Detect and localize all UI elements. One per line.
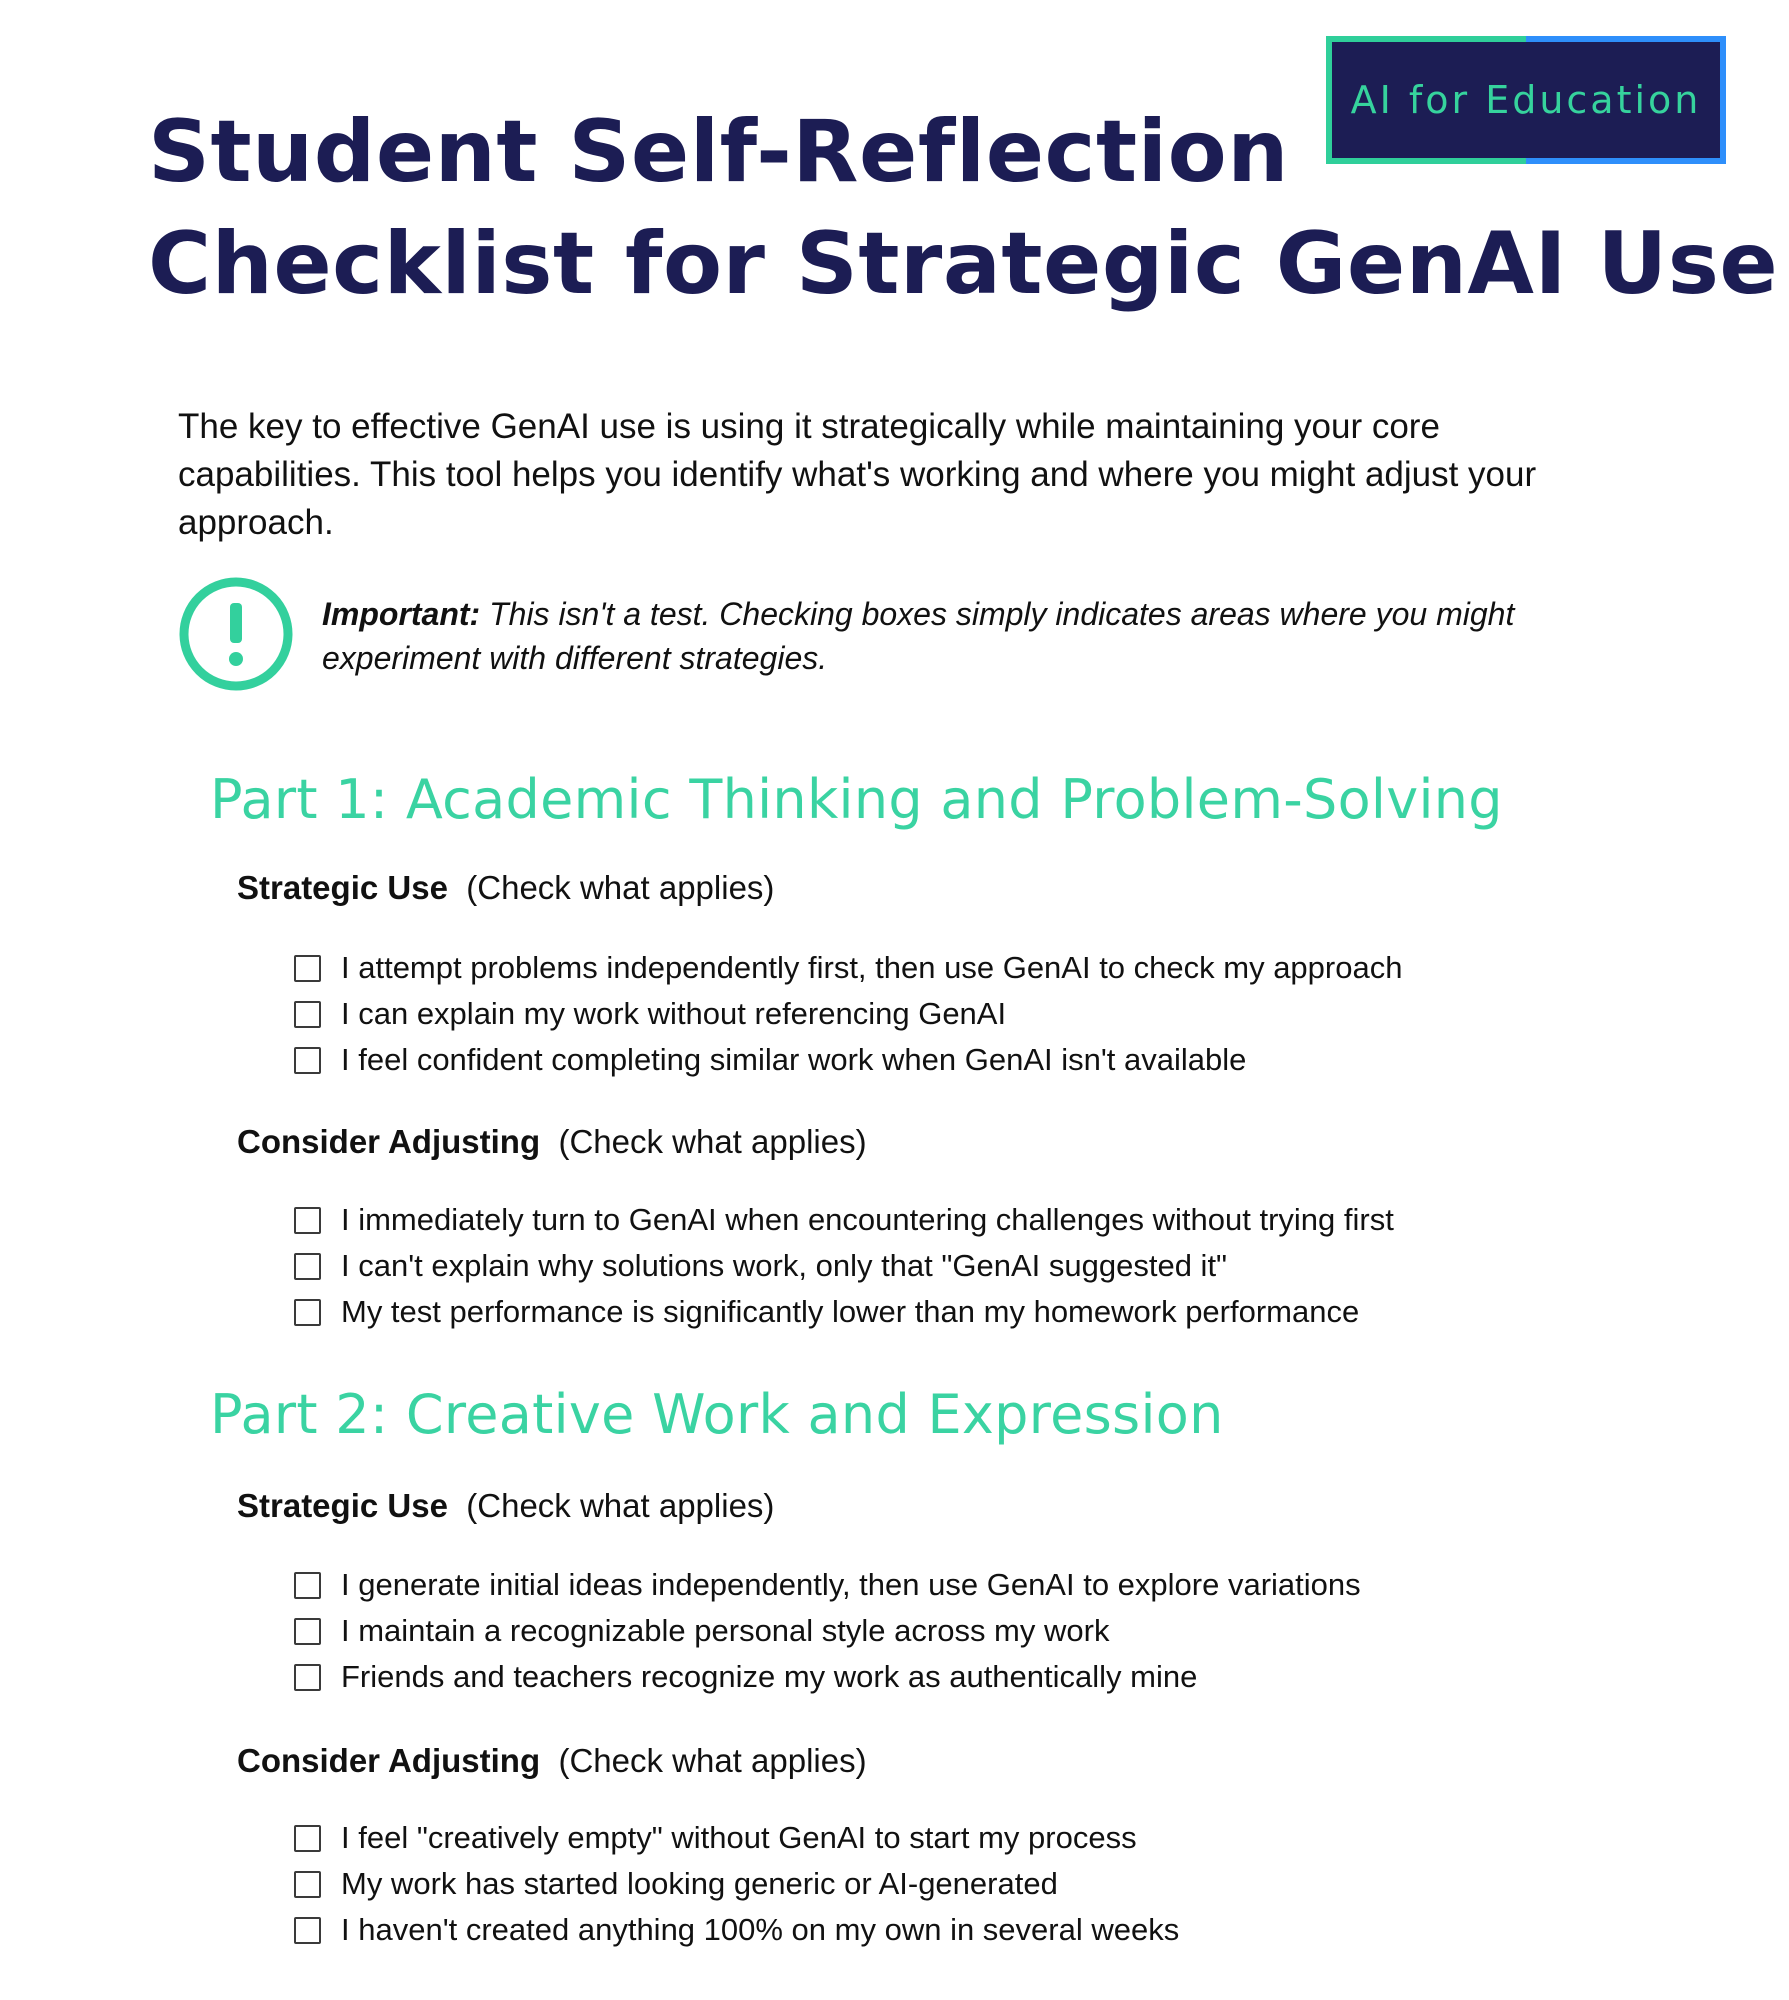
checklist-item[interactable] — [294, 1861, 1179, 1907]
callout-label: Important: — [322, 596, 481, 632]
callout-text: This isn't a test. Checking boxes simply indicates areas where you might experiment with different strategies. — [322, 596, 1515, 676]
checklist-item[interactable] — [294, 991, 1402, 1037]
checklist-item-label: I can explain my work without referencing GenAI — [341, 996, 1007, 1031]
checkbox[interactable] — [294, 1825, 321, 1852]
section-note: (Check what applies) — [558, 1742, 867, 1779]
checklist-item-label: I feel "creatively empty" without GenAI to start my process — [341, 1820, 1137, 1855]
page-title-line-2: Checklist for Strategic GenAI Use — [148, 214, 1779, 314]
checkbox[interactable] — [294, 1618, 321, 1645]
checklist-item-label: My work has started looking generic or AI-generated — [341, 1866, 1058, 1901]
checklist-item[interactable] — [294, 1197, 1394, 1243]
page-title — [148, 96, 1779, 320]
checklist-item[interactable] — [294, 1815, 1179, 1861]
part-2-strategic-use-heading — [237, 1484, 774, 1528]
checklist-item-label: I generate initial ideas independently, then use GenAI to explore variations — [341, 1567, 1361, 1602]
part-1-consider-adjusting-heading — [237, 1120, 867, 1164]
section-note: (Check what applies) — [466, 869, 775, 906]
checkbox[interactable] — [294, 1572, 321, 1599]
part-2-strategic-use-list — [294, 1562, 1361, 1700]
part-1-strategic-use-heading — [237, 866, 774, 910]
intro-paragraph: The key to effective GenAI use is using it strategically while maintaining your core capabilities. This tool helps you identify what's working and where you might adjust your approach. — [178, 407, 1537, 542]
checkbox[interactable] — [294, 1207, 321, 1234]
checklist-item[interactable] — [294, 1243, 1394, 1289]
part-2-consider-adjusting-list — [294, 1815, 1179, 1953]
section-title: Strategic Use — [237, 869, 448, 906]
important-callout — [322, 592, 1602, 680]
exclamation-circle-icon — [178, 576, 294, 692]
checklist-item[interactable] — [294, 1289, 1394, 1335]
page-title-line-1: Student Self-Reflection — [148, 102, 1289, 202]
checklist-item[interactable] — [294, 1562, 1361, 1608]
checkbox[interactable] — [294, 1299, 321, 1326]
checklist-item-label: I immediately turn to GenAI when encountering challenges without trying first — [341, 1202, 1394, 1237]
checklist-item-label: I maintain a recognizable personal style across my work — [341, 1613, 1110, 1648]
checkbox[interactable] — [294, 1871, 321, 1898]
logo-text: AI for Education — [1350, 78, 1702, 122]
checkbox[interactable] — [294, 1917, 321, 1944]
section-title: Consider Adjusting — [237, 1742, 541, 1779]
section-title: Consider Adjusting — [237, 1123, 541, 1160]
section-note: (Check what applies) — [466, 1487, 775, 1524]
part-1-strategic-use-list — [294, 945, 1402, 1083]
checklist-item-label: Friends and teachers recognize my work as authentically mine — [341, 1659, 1198, 1694]
checklist-item-label: My test performance is significantly lower than my homework performance — [341, 1294, 1360, 1329]
checklist-item-label: I feel confident completing similar work when GenAI isn't available — [341, 1042, 1247, 1077]
part-1-consider-adjusting-list — [294, 1197, 1394, 1335]
part-1-heading: Part 1: Academic Thinking and Problem-Solving — [210, 768, 1503, 831]
checkbox[interactable] — [294, 1664, 321, 1691]
checkbox[interactable] — [294, 1001, 321, 1028]
checkbox[interactable] — [294, 1047, 321, 1074]
checklist-item[interactable] — [294, 1608, 1361, 1654]
checklist-item[interactable] — [294, 1907, 1179, 1953]
section-title: Strategic Use — [237, 1487, 448, 1524]
checklist-item-label: I can't explain why solutions work, only that "GenAI suggested it" — [341, 1248, 1228, 1283]
checklist-item[interactable] — [294, 1654, 1361, 1700]
checkbox[interactable] — [294, 955, 321, 982]
checklist-item[interactable] — [294, 945, 1402, 991]
part-2-heading: Part 2: Creative Work and Expression — [210, 1383, 1224, 1446]
part-2-consider-adjusting-heading — [237, 1739, 867, 1783]
checkbox[interactable] — [294, 1253, 321, 1280]
checklist-item-label: I attempt problems independently first, then use GenAI to check my approach — [341, 950, 1403, 985]
checklist-item-label: I haven't created anything 100% on my own in several weeks — [341, 1912, 1180, 1947]
checklist-item[interactable] — [294, 1037, 1402, 1083]
section-note: (Check what applies) — [558, 1123, 867, 1160]
